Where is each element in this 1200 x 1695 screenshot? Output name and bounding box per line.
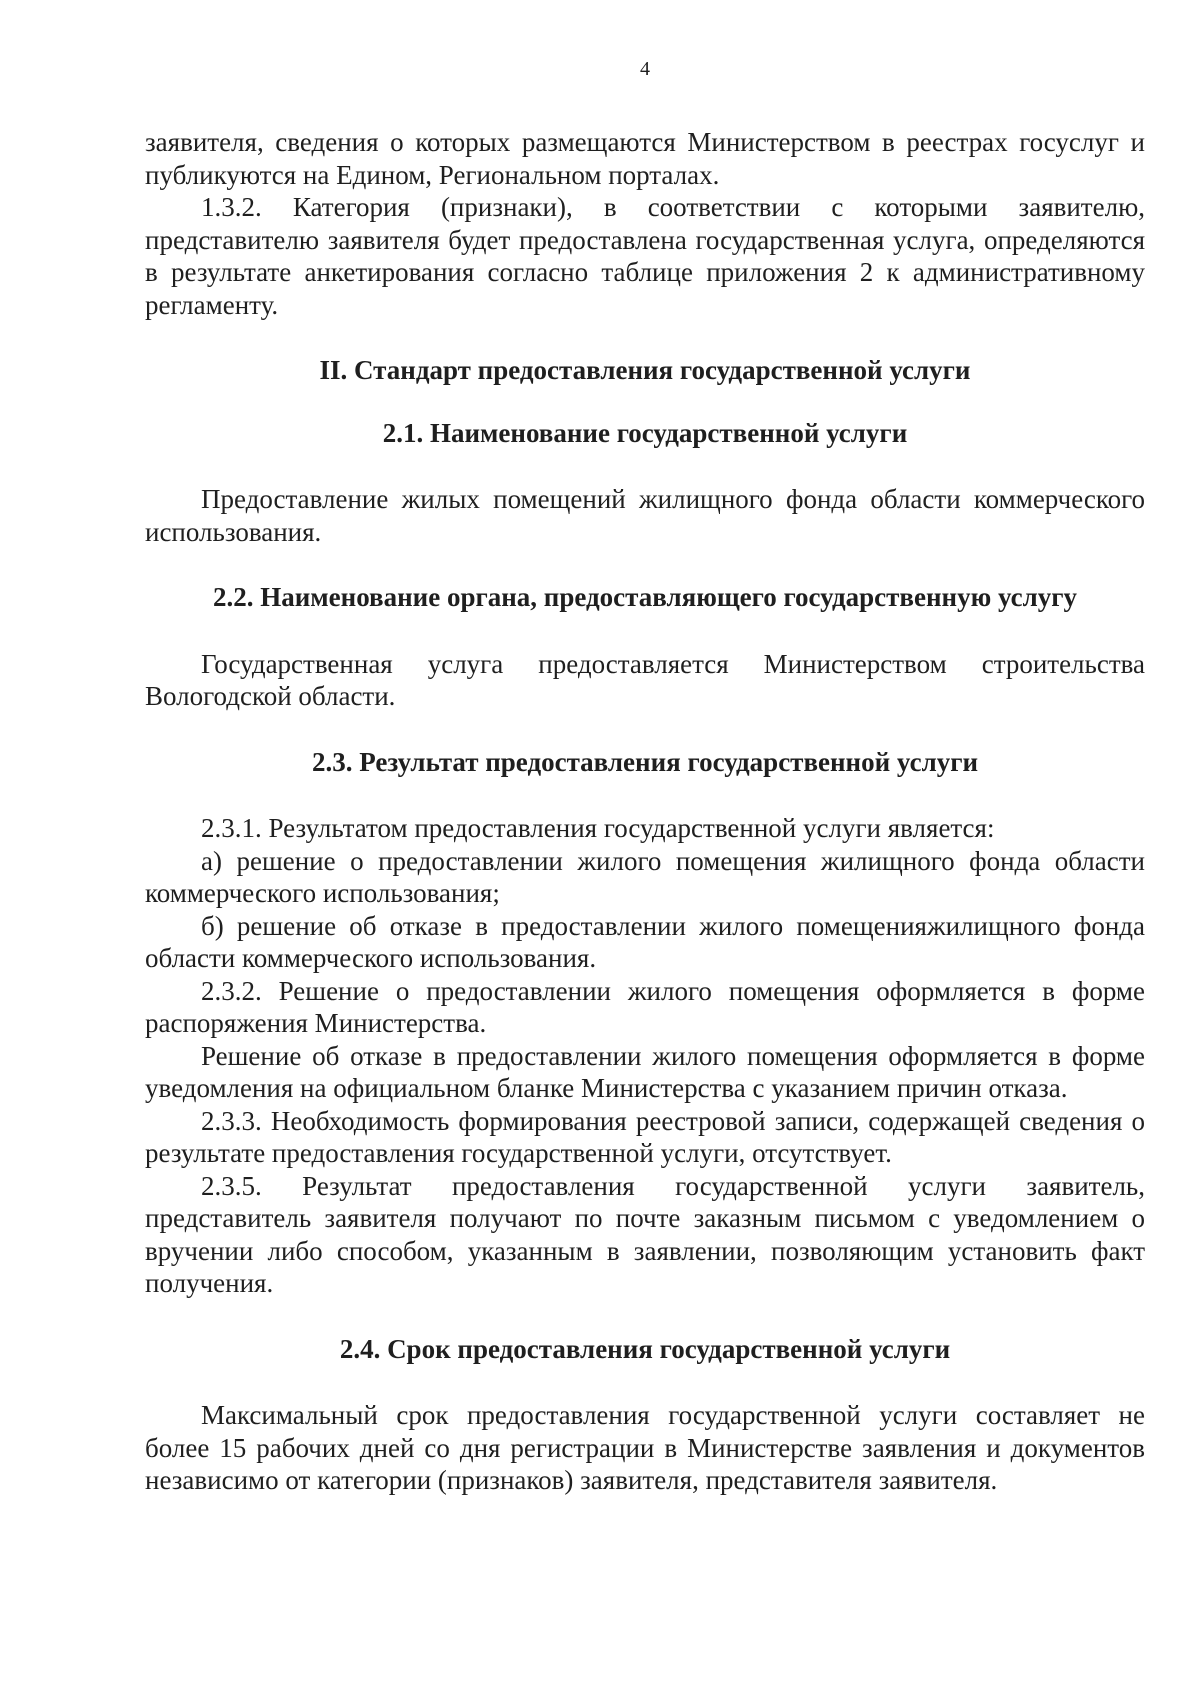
section-2-4-title: 2.4. Срок предоставления государственной услуги [339,1333,951,1364]
section-2-2-text: Государственная услуга предоставляется Министерством строительства Вологодской области. [145,648,1145,711]
document-body [145,126,1145,1497]
section-2-3-1-item-a: а) решение о предоставлении жилого помещения жилищного фонда области коммерческого использования; [145,845,1145,908]
section-2-1-text: Предоставление жилых помещений жилищного фонда области коммерческого использования. [145,484,1145,547]
intro-paragraph-1-3-2: 1.3.2. Категория (признаки), в соответствии с которыми заявителю, представителю заявителя будет предоставлена государственная услуга, определяются в результате анкетирования согласно таблице приложения 2 к административному регламенту. [145,192,1145,320]
page-number: 4 [640,58,650,80]
section-2-1-title: 2.1. Наименование государственной услуги [382,417,908,448]
intro-paragraph-continuation: заявителя, сведения о которых размещаются Министерством в реестрах госуслуг и публикуются на Едином, Региональном порталах. [145,127,1145,190]
section-2-3-title: 2.3. Результат предоставления государственной услуги [311,746,979,777]
section-2-3-2-text: 2.3.2. Решение о предоставлении жилого помещения оформляется в форме распоряжения Министерства. [145,975,1145,1038]
section-2-3-5-text: 2.3.5. Результат предоставления государственной услуги заявитель, представитель заявителя получают по почте заказным письмом с уведомлением о вручении либо способом, указанным в заявлении, позволяющим установить факт получения. [145,1170,1145,1298]
section-2-title: II. Стандарт предоставления государственной услуги [319,355,971,385]
section-2-2-title: 2.2. Наименование органа, предоставляющего государственную услугу [212,582,1078,612]
section-2-3-1-text: 2.3.1. Результатом предоставления государственной услуги является: [201,813,995,843]
section-2-3-3-text: 2.3.3. Необходимость формирования реестровой записи, содержащей сведения о результате предоставления государственной услуги, отсутствует. [145,1105,1145,1168]
section-2-3-2-refusal-text: Решение об отказе в предоставлении жилого помещения оформляется в форме уведомления на официальном бланке Министерства с указанием причин отказа. [145,1040,1145,1103]
section-2-4-text: Максимальный срок предоставления государственной услуги составляет не более 15 рабочих дней со дня регистрации в Министерстве заявления и документов независимо от категории (признаков) заявителя, представителя заявителя. [145,1400,1145,1495]
section-2-3-1-item-b: б) решение об отказе в предоставлении жилого помещенияжилищного фонда области коммерческого использования. [145,910,1145,973]
